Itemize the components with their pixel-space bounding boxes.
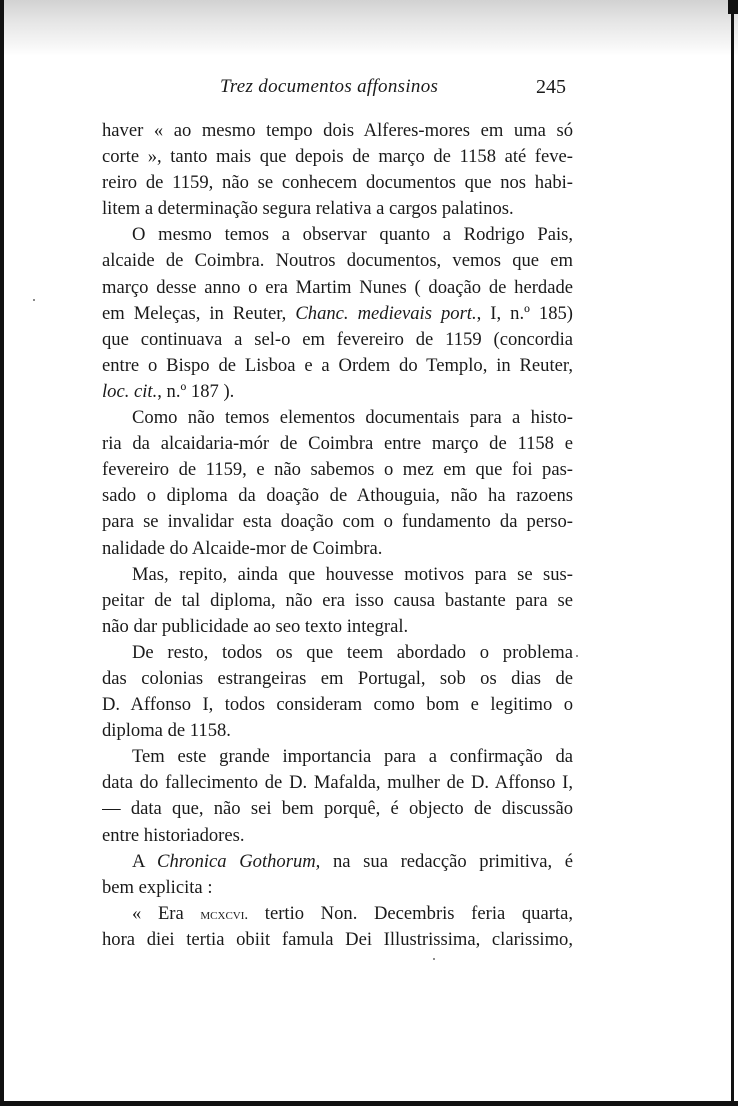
text-line [102, 796, 573, 822]
text-run: na sua redacção primitiva, é [320, 850, 573, 872]
italic-citation: Chanc. medievais port. [295, 302, 477, 324]
text-line [102, 222, 573, 248]
scan-corner-mark [728, 0, 738, 14]
text-line [102, 483, 573, 509]
text-line [102, 196, 573, 222]
text-run: não dar publicidade ao seo texto integral. [102, 615, 409, 637]
print-speck [576, 655, 578, 657]
print-speck [33, 299, 35, 301]
text-line [102, 275, 573, 301]
text-run: De resto, todos os que teem abordado o problema [132, 641, 573, 663]
text-line [102, 353, 573, 379]
text-line [102, 823, 573, 849]
text-line [102, 301, 573, 327]
text-run: entre o Bispo de Lisboa e a Ordem do Templo, in Reuter, [102, 354, 573, 376]
text-line [102, 509, 573, 535]
text-run: A [132, 850, 158, 872]
text-run: peitar de tal diploma, não era isso causa bastante para se [102, 589, 573, 611]
text-run: — data que, não sei bem porquê, é objecto de discussão [102, 798, 573, 820]
text-run: bem explicita : [102, 876, 213, 898]
text-run: das colonias estrangeiras em Portugal, sob os dias de [102, 667, 573, 689]
text-line [102, 248, 573, 274]
text-run: para se invalidar esta doação com o fundamento da perso- [102, 511, 573, 533]
text-line [102, 744, 573, 770]
page-number: 245 [536, 76, 566, 98]
text-line [102, 431, 573, 457]
text-line [102, 901, 573, 927]
scan-bottom-border [0, 1101, 738, 1106]
text-run: « Era [132, 902, 201, 924]
scan-right-border [731, 0, 734, 1106]
text-line [102, 170, 573, 196]
text-run: O mesmo temos a observar quanto a Rodrigo Pais, [132, 224, 573, 246]
text-run: Como não temos elementos documentais para a histo- [132, 407, 573, 429]
text-line [102, 718, 573, 744]
text-run: entre historiadores. [102, 824, 245, 846]
body-text [102, 118, 573, 953]
text-line [102, 536, 573, 562]
text-run: nalidade do Alcaide-mor de Coimbra. [102, 537, 383, 559]
scan-left-border [0, 0, 4, 1106]
text-run: haver « ao mesmo tempo dois Alferes-mores em uma só [102, 120, 573, 141]
text-line [102, 405, 573, 431]
scan-top-shading [0, 0, 738, 56]
print-speck [433, 958, 435, 960]
text-run: que continuava a sel-o em fevereiro de 1159 (concordia [102, 328, 573, 350]
text-run: diploma de 1158. [102, 720, 231, 742]
text-run: março desse anno o era Martim Nunes ( doação de herdade [102, 276, 573, 298]
text-line [102, 849, 573, 875]
text-run: tertio Non. Decembris feria quarta, [248, 902, 573, 924]
text-line [102, 562, 573, 588]
text-run: D. Affonso I, todos consideram como bom e legitimo o [102, 694, 573, 716]
text-line [102, 379, 573, 405]
text-line [102, 327, 573, 353]
text-run: fevereiro de 1159, e não sabemos o mez em que foi pas- [102, 459, 573, 481]
text-line [102, 666, 573, 692]
text-line [102, 457, 573, 483]
text-line [102, 875, 573, 901]
running-header-title: Trez documentos affonsinos [220, 76, 439, 97]
text-line [102, 614, 573, 640]
text-run: hora diei tertia obiit famula Dei Illustrissima, clarissimo, [102, 928, 573, 950]
text-run: , n.º 187 ). [157, 380, 235, 402]
text-line [102, 144, 573, 170]
text-run: sado o diploma da doação de Athouguia, não ha razoens [102, 485, 573, 507]
text-run: reiro de 1159, não se conhecem documentos que nos habi- [102, 172, 573, 194]
text-run: Mas, repito, ainda que houvesse motivos para se sus- [132, 563, 573, 585]
text-run: data do fallecimento de D. Mafalda, mulher de D. Affonso I, [102, 772, 573, 794]
text-run: em Meleças, in Reuter, [102, 302, 296, 324]
text-line [102, 770, 573, 796]
text-line [102, 640, 573, 666]
text-run: alcaide de Coimbra. Noutros documentos, vemos que em [102, 250, 573, 272]
text-run: , I, n.º 185) [476, 302, 573, 324]
text-run: corte », tanto mais que depois de março de 1158 até feve- [102, 146, 573, 168]
italic-citation: loc. cit. [102, 380, 158, 402]
italic-citation: Chronica Gothorum, [157, 850, 321, 872]
text-line [102, 927, 573, 953]
text-line [102, 692, 573, 718]
text-line [102, 588, 573, 614]
text-run: Tem este grande importancia para a confirmação da [132, 746, 573, 768]
text-run: ria da alcaidaria-mór de Coimbra entre março de 1158 e [102, 433, 573, 455]
roman-numeral-year: mcxcvi. [200, 906, 249, 923]
text-run: litem a determinação segura relativa a cargos palatinos. [102, 198, 514, 220]
text-line [102, 118, 573, 144]
